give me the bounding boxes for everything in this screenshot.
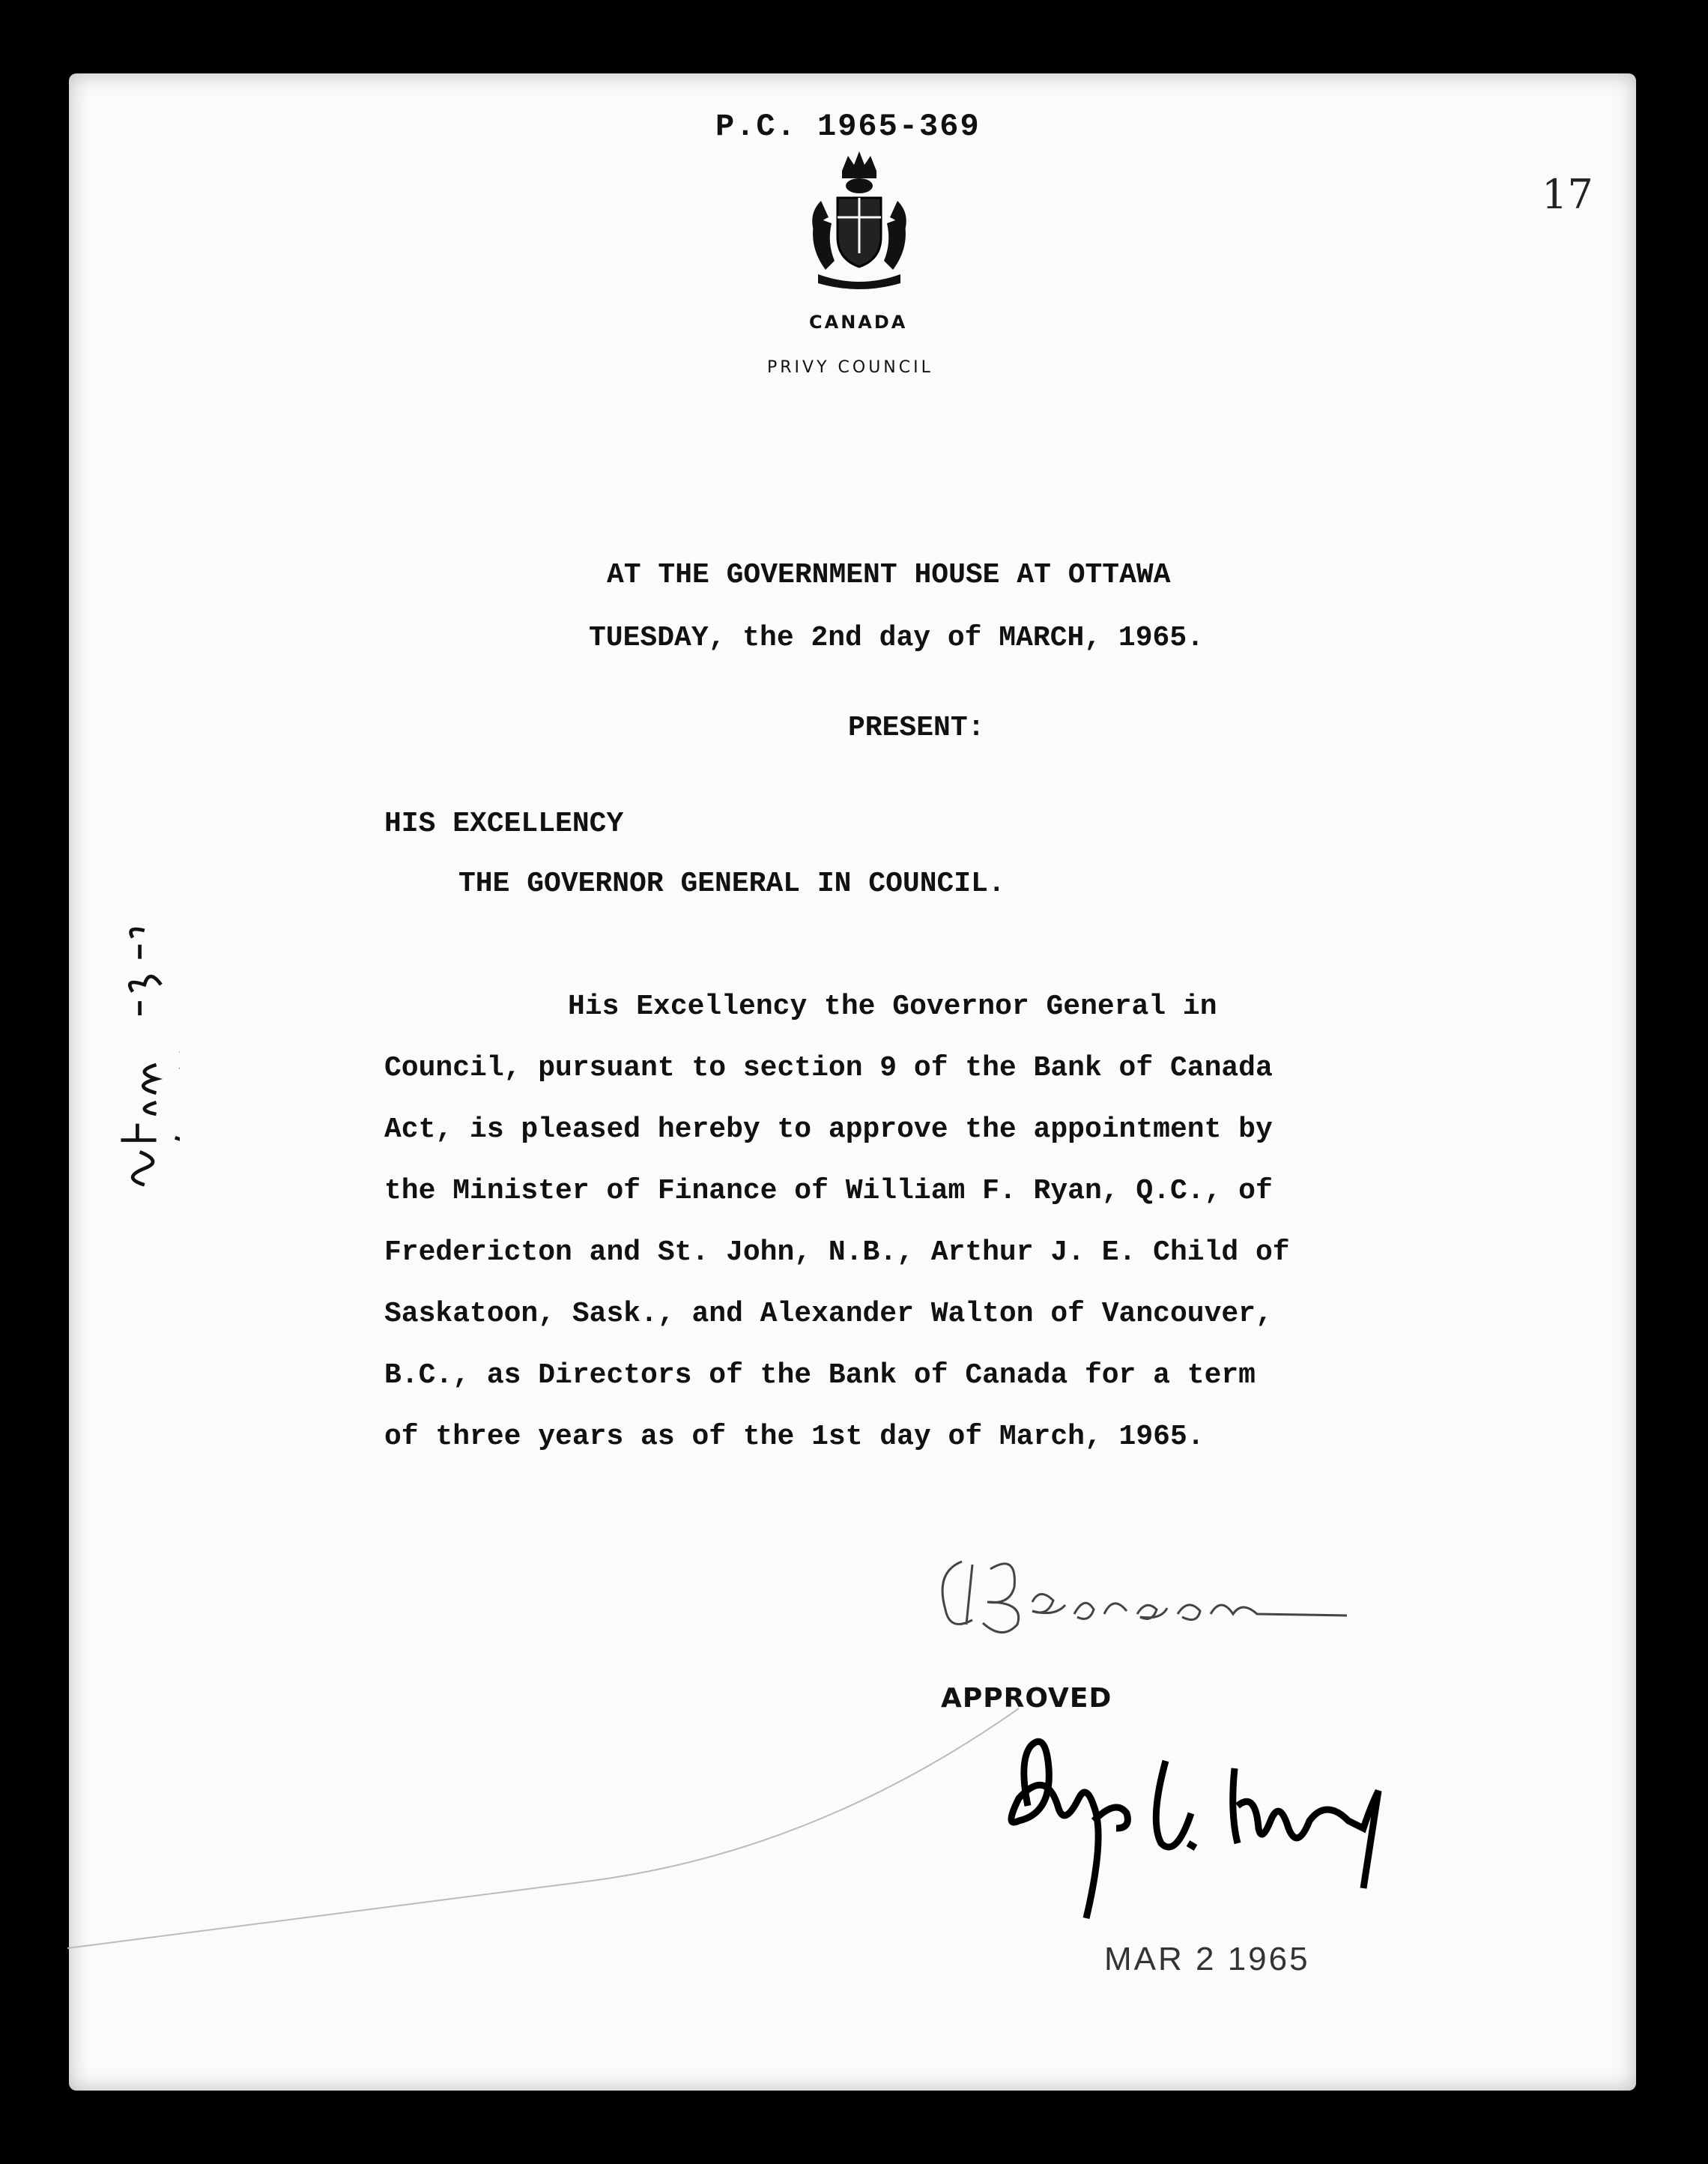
country-label: CANADA bbox=[809, 312, 908, 333]
body-line: Act, is pleased hereby to approve the appointment by bbox=[384, 1113, 1273, 1146]
coat-of-arms-icon bbox=[799, 148, 920, 295]
pencil-stroke bbox=[67, 1701, 1041, 1956]
page-number: 17 bbox=[1542, 171, 1593, 218]
body-line: Saskatoon, Sask., and Alexander Walton of Vancouver, bbox=[384, 1298, 1273, 1330]
body-line: Council, pursuant to section 9 of the Bank of Canada bbox=[384, 1052, 1273, 1084]
order-number: P.C. 1965-369 bbox=[715, 109, 981, 145]
date-stamp: MAR 2 1965 bbox=[1104, 1941, 1310, 1977]
pearson-signature bbox=[927, 1542, 1377, 1647]
body-line: B.C., as Directors of the Bank of Canada for a term bbox=[384, 1359, 1256, 1391]
governor-general-signature bbox=[974, 1716, 1423, 1926]
date-line: TUESDAY, the 2nd day of MARCH, 1965. bbox=[589, 622, 1204, 654]
place-line: AT THE GOVERNMENT HOUSE AT OTTAWA bbox=[607, 559, 1171, 591]
privy-council-label: PRIVY COUNCIL bbox=[767, 358, 933, 377]
his-excellency-line: HIS EXCELLENCY bbox=[384, 808, 624, 840]
body-line: the Minister of Finance of William F. Ryan, Q.C., of bbox=[384, 1175, 1273, 1207]
body-line: His Excellency the Governor General in bbox=[568, 991, 1217, 1023]
margin-note-handwriting bbox=[97, 899, 180, 1214]
present-heading: PRESENT: bbox=[848, 712, 985, 744]
body-line: Fredericton and St. John, N.B., Arthur J. E. Child of bbox=[384, 1236, 1290, 1269]
body-line: of three years as of the 1st day of March, 1965. bbox=[384, 1421, 1205, 1453]
approved-label: APPROVED bbox=[941, 1683, 1112, 1714]
governor-general-line: THE GOVERNOR GENERAL IN COUNCIL. bbox=[458, 868, 1005, 900]
